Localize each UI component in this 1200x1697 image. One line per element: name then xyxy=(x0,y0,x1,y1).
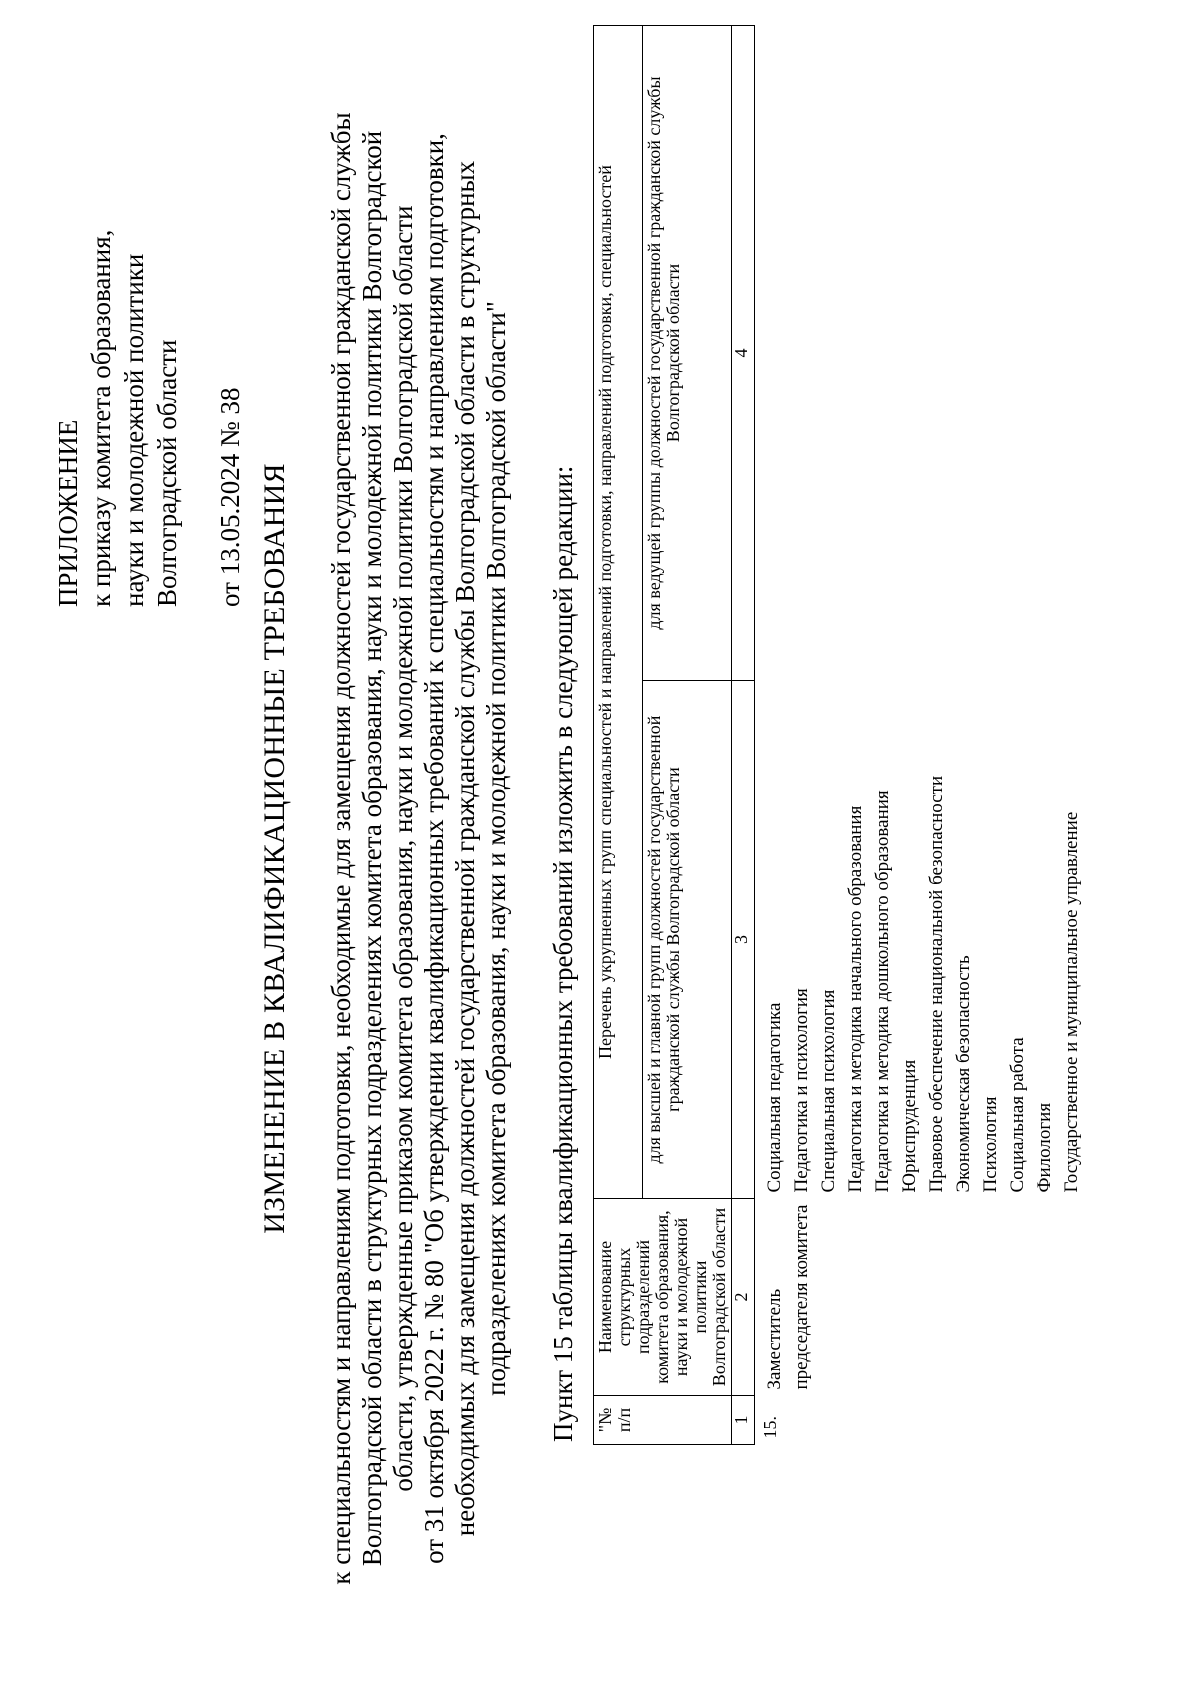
header-number: "№ п/п xyxy=(594,1396,732,1445)
row-number: 15. xyxy=(755,1396,1088,1445)
specialty-item: Филология xyxy=(1034,1102,1055,1193)
position-line: председателя комитета xyxy=(791,1204,812,1390)
table-column-numbers xyxy=(732,26,755,1445)
specialty-item: Правовое обеспечение национальной безопасности xyxy=(926,775,947,1193)
specialty-item: Социальная работа xyxy=(1007,1037,1028,1193)
column-number: 2 xyxy=(732,1199,755,1396)
appendix-line: науки и молодежной политики xyxy=(119,253,149,607)
specialty-item: Специальная психология xyxy=(818,989,839,1193)
row-leading-specialties xyxy=(755,26,1088,681)
specialty-item: Педагогика и методика дошкольного образования xyxy=(872,790,893,1193)
subtitle-line: Волгоградской области в структурных подразделениях комитета образования, науки и молодежной политики Волгоградской xyxy=(357,130,387,1567)
column-number: 1 xyxy=(732,1396,755,1445)
specialty-item: Юриспруденция xyxy=(899,1059,920,1193)
document-subtitle xyxy=(326,0,512,1697)
column-number: 3 xyxy=(732,681,755,1199)
header-specialty-list: Перечень укрупненных групп специальностей и направлений подготовки, направлений подготовки, специальностей xyxy=(594,26,643,1199)
subtitle-line: необходимых для замещения должностей государственной гражданской службы Волгоградской области в структурных xyxy=(450,160,480,1537)
qualification-table xyxy=(593,25,1087,1445)
header-senior-groups: для высшей и главной групп должностей государственной гражданской службы Волгоградской области xyxy=(643,681,732,1199)
appendix-heading: ПРИЛОЖЕНИЕ xyxy=(53,419,83,607)
appendix-line: к приказу комитета образования, xyxy=(86,229,116,607)
document-title: ИЗМЕНЕНИЕ В КВАЛИФИКАЦИОННЫЕ ТРЕБОВАНИЯ xyxy=(258,463,291,1234)
subtitle-line: подразделениях комитета образования, науки и молодежной политики Волгоградской области" xyxy=(481,301,511,1396)
table-row xyxy=(755,26,1088,1445)
appendix-date: от 13.05.2024 № 38 xyxy=(215,387,245,607)
header-leading-group: для ведущей группы должностей государственной гражданской службы Волгоградской области xyxy=(643,26,732,681)
position-line: Заместитель xyxy=(764,1288,785,1390)
specialty-item: Государственное и муниципальное управление xyxy=(1061,811,1082,1193)
subtitle-line: от 31 октября 2022 г. № 80 "Об утверждении квалификационных требований к специальностям и направлениям подготовки, xyxy=(419,133,449,1564)
column-number: 4 xyxy=(732,26,755,681)
appendix-line: Волгоградской области xyxy=(152,339,182,607)
subtitle-line: к специальностям и направлениям подготовки, необходимые для замещения должностей государственной гражданской службы xyxy=(326,112,356,1585)
specialty-item: Психология xyxy=(980,1096,1001,1193)
row-position xyxy=(755,1199,1088,1396)
specialty-item: Экономическая безопасность xyxy=(953,955,974,1193)
specialty-item: Социальная педагогика xyxy=(764,1002,785,1193)
specialty-item: Педагогика и методика начального образования xyxy=(845,805,866,1193)
header-unit-name: Наименование структурных подразделений комитета образования, науки и молодежной политики Волгоградской области xyxy=(594,1199,732,1396)
table-header-row xyxy=(594,26,643,1445)
intro-paragraph: Пункт 15 таблицы квалификационных требований изложить в следующей редакции: xyxy=(548,465,578,1442)
subtitle-line: области, утвержденные приказом комитета образования, науки и молодежной политики Волгоградской области xyxy=(388,205,418,1492)
specialty-item: Педагогика и психология xyxy=(791,988,812,1193)
row-specialties xyxy=(755,681,1088,1199)
appendix-block xyxy=(52,127,247,607)
